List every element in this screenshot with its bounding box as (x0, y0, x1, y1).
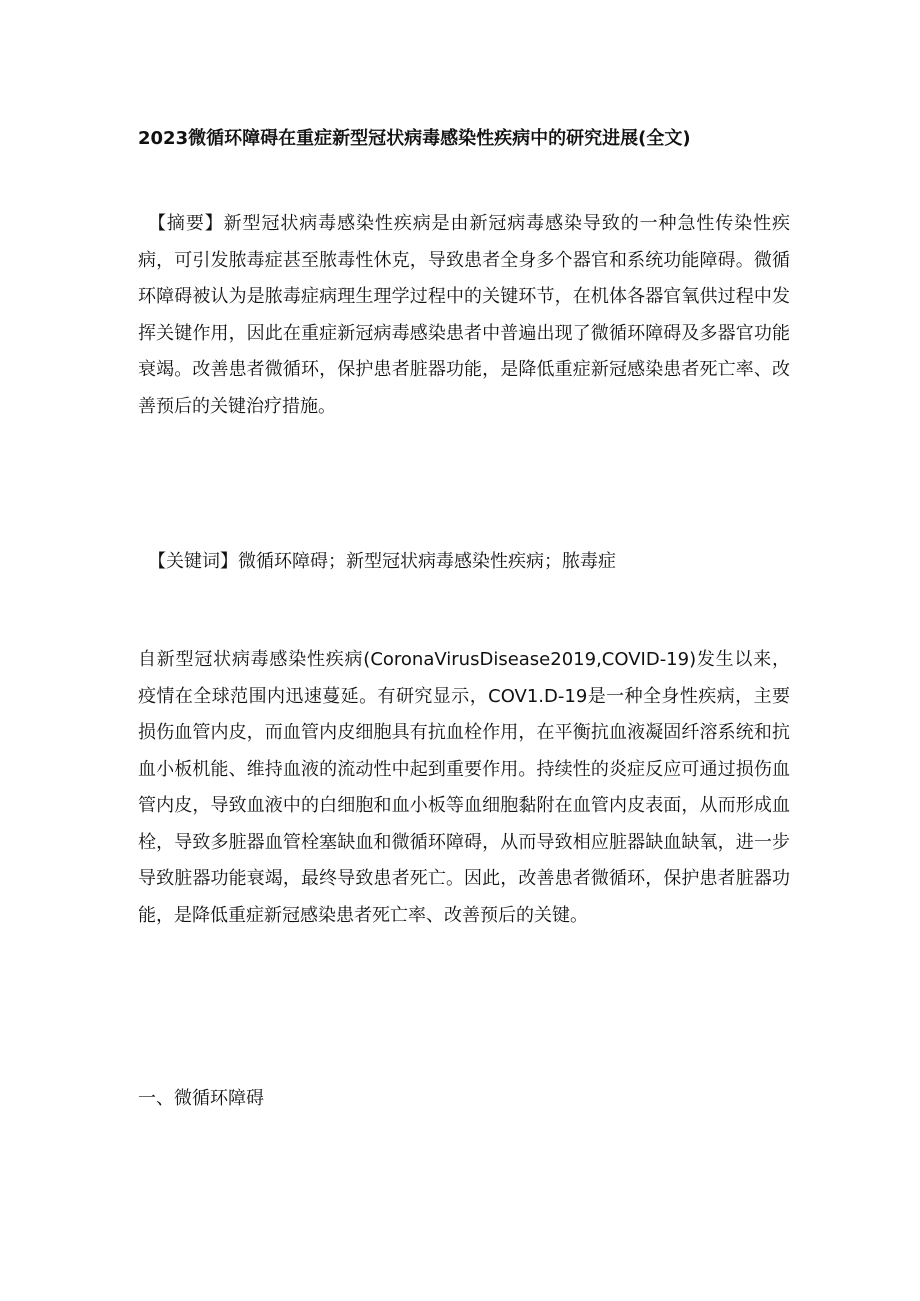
keywords-label: 【关键词】 (148, 551, 238, 572)
abstract-paragraph (138, 206, 790, 425)
abstract-text: 新型冠状病毒感染性疾病是由新冠病毒感染导致的一种急性传染性疾病，可引发脓毒症甚至脓毒性休克，导致患者全身多个器官和系统功能障碍。微循环障碍被认为是脓毒症病理生理学过程中的关键环节，在机体各器官氧供过程中发挥关键作用，因此在重症新冠病毒感染患者中普遍出现了微循环障碍及多器官功能衰竭。改善患者微循环，保护患者脏器功能，是降低重症新冠感染患者死亡率、改善预后的关键治疗措施。 (138, 213, 791, 417)
keywords-text: 微循环障碍；新型冠状病毒感染性疾病；脓毒症 (238, 551, 616, 572)
document-title: 2023微循环障碍在重症新型冠状病毒感染性疾病中的研究进展(全文) (138, 128, 691, 149)
abstract-label: 【摘要】 (148, 213, 224, 234)
section-heading: 一、微循环障碍 (138, 1088, 264, 1109)
intro-paragraph: 自新型冠状病毒感染性疾病(CoronaVirusDisease2019,COVID-19)发生以来，疫情在全球范围内迅速蔓延。有研究显示，COV1.D-19是一种全身性疾病，主要损伤血管内皮，而血管内皮细胞具有抗血栓作用，在平衡抗血液凝固纤溶系统和抗血小板机能、维持血液的流动性中起到重要作用。持续性的炎症反应可通过损伤血管内皮，导致血液中的白细胞和血小板等血细胞黏附在血管内皮表面，从而形成血栓，导致多脏器血管栓塞缺血和微循环障碍，从而导致相应脏器缺血缺氧，进一步导致脏器功能衰竭，最终导致患者死亡。因此，改善患者微循环，保护患者脏器功能，是降低重症新冠感染患者死亡率、改善预后的关键。 (138, 649, 790, 926)
keywords-paragraph (138, 544, 790, 581)
